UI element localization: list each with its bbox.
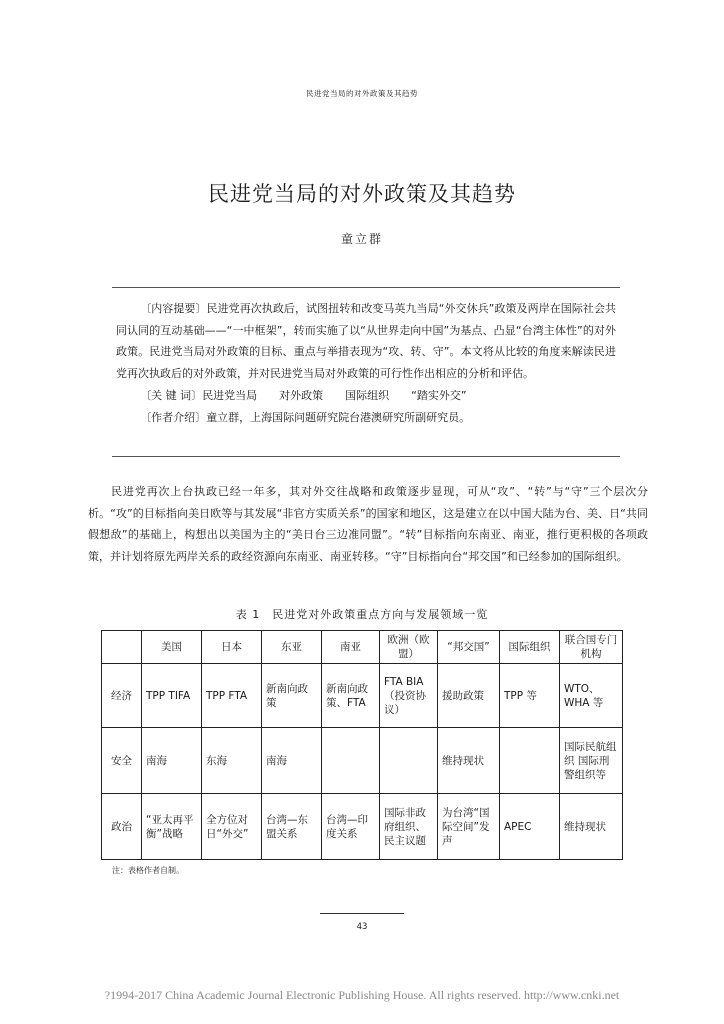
header-cell: [102, 631, 142, 664]
table-cell: [380, 728, 438, 794]
abstract-top-rule: [112, 287, 620, 288]
table-cell: 南海: [262, 728, 322, 794]
table-cell: 维持现状: [560, 794, 623, 860]
header-cell: 东亚: [262, 631, 322, 664]
author-intro-label: 〔作者介绍〕: [140, 410, 207, 424]
footer-rule: [320, 913, 404, 914]
header-cell: 国际组织: [500, 631, 560, 664]
article-author: 童立群: [340, 232, 383, 246]
header-cell: “邦交国”: [438, 631, 500, 664]
author-intro-text: 童立群，上海国际问题研究院台港澳研究所副研究员。: [206, 410, 471, 424]
body-paragraph: 民进党再次上台执政已经一年多，其对外交往战略和政策逐步显现，可从“攻”、“转”与“守”三个层次分析。“攻”的目标指向美日欧等与其发展“非官方实质关系”的国家和地区，这是建立在以中国大陆为台、美、日“共同假想敌”的基础上，构想出以美国为主的“美日台三边准同盟”。“转”目标指向东南亚、南亚，推行更积极的各项政策，并计划将原先两岸关系的政经资源向东南亚、南亚转移。“守”目标指向台“邦交国”和已经参加的国际组织。: [88, 485, 648, 564]
table-row: [102, 664, 623, 728]
header-cell: 南亚: [322, 631, 380, 664]
author-intro-line: [116, 407, 616, 429]
table-cell: 新南向政策: [262, 664, 322, 728]
header-cell: 联合国专门机构: [560, 631, 623, 664]
abstract-text: 民进党再次执政后，试图扭转和改变马英九当局“外交休兵”政策及两岸在国际社会共同认同的互动基础——“一中框架”，转而实施了以“从世界走向中国”为基点、凸显“台湾主体性”的对外政策。民进党当局对外政策的目标、重点与举措表现为“攻、转、守”。本文将从比较的角度来解读民进党再次执政后的对外政策，并对民进党当局对外政策的可行性作出相应的分析和评估。: [116, 302, 616, 381]
table-row: [102, 728, 623, 794]
keywords-text: 民进党当局 对外政策 国际组织 “踏实外交”: [202, 388, 467, 402]
policy-table: [101, 630, 623, 860]
table-cell: [500, 728, 560, 794]
table-cell: TPP 等: [500, 664, 560, 728]
header-cell: 日本: [202, 631, 262, 664]
header-cell: 欧洲（欧盟）: [380, 631, 438, 664]
table-row: [102, 794, 623, 860]
table-cell: TPP FTA: [202, 664, 262, 728]
table-cell: 南海: [142, 728, 202, 794]
header-cell: 美国: [142, 631, 202, 664]
article-title: 民进党当局的对外政策及其趋势: [208, 182, 516, 206]
keywords-line: [116, 385, 616, 407]
table-caption: 表 1 民进党对外政策重点方向与发展领域一览: [235, 608, 489, 621]
table-cell: TPP TIFA: [142, 664, 202, 728]
abstract-block: [116, 298, 616, 428]
page-number: 43: [356, 922, 368, 932]
table-cell: 维持现状: [438, 728, 500, 794]
body-text: [88, 481, 648, 568]
table-cell: 东海: [202, 728, 262, 794]
table-cell: FTA BIA （投资协议）: [380, 664, 438, 728]
table-cell: 台湾—东盟关系: [262, 794, 322, 860]
table-cell: 援助政策: [438, 664, 500, 728]
running-head: 民进党当局的对外政策及其趋势: [306, 89, 418, 98]
row-heading: 安全: [102, 728, 142, 794]
table-cell: “亚太再平衡”战略: [142, 794, 202, 860]
table-cell: 新南向政策、FTA: [322, 664, 380, 728]
row-heading: 经济: [102, 664, 142, 728]
abstract-paragraph: [116, 298, 616, 385]
copyright-notice: ?1994-2017 China Academic Journal Electronic Publishing House. All rights reserved. http://www.cnki.net: [104, 988, 620, 1002]
table-cell: APEC: [500, 794, 560, 860]
keywords-label: 〔关 键 词〕: [140, 388, 203, 402]
table-cell: 国际非政府组织、民主议题: [380, 794, 438, 860]
table-cell: 全方位对日“外交”: [202, 794, 262, 860]
abstract-bottom-rule: [112, 456, 620, 457]
table-cell: [322, 728, 380, 794]
table-cell: 为台湾“国际空间”发声: [438, 794, 500, 860]
abstract-label: 〔内容提要〕: [140, 302, 207, 315]
row-heading: 政治: [102, 794, 142, 860]
table-cell: 台湾—印度关系: [322, 794, 380, 860]
table-note: 注：表格作者自制。: [112, 866, 184, 875]
table-cell: WTO、WHA 等: [560, 664, 623, 728]
table-header-row: [102, 631, 623, 664]
table-cell: 国际民航组织 国际刑警组织等: [560, 728, 623, 794]
